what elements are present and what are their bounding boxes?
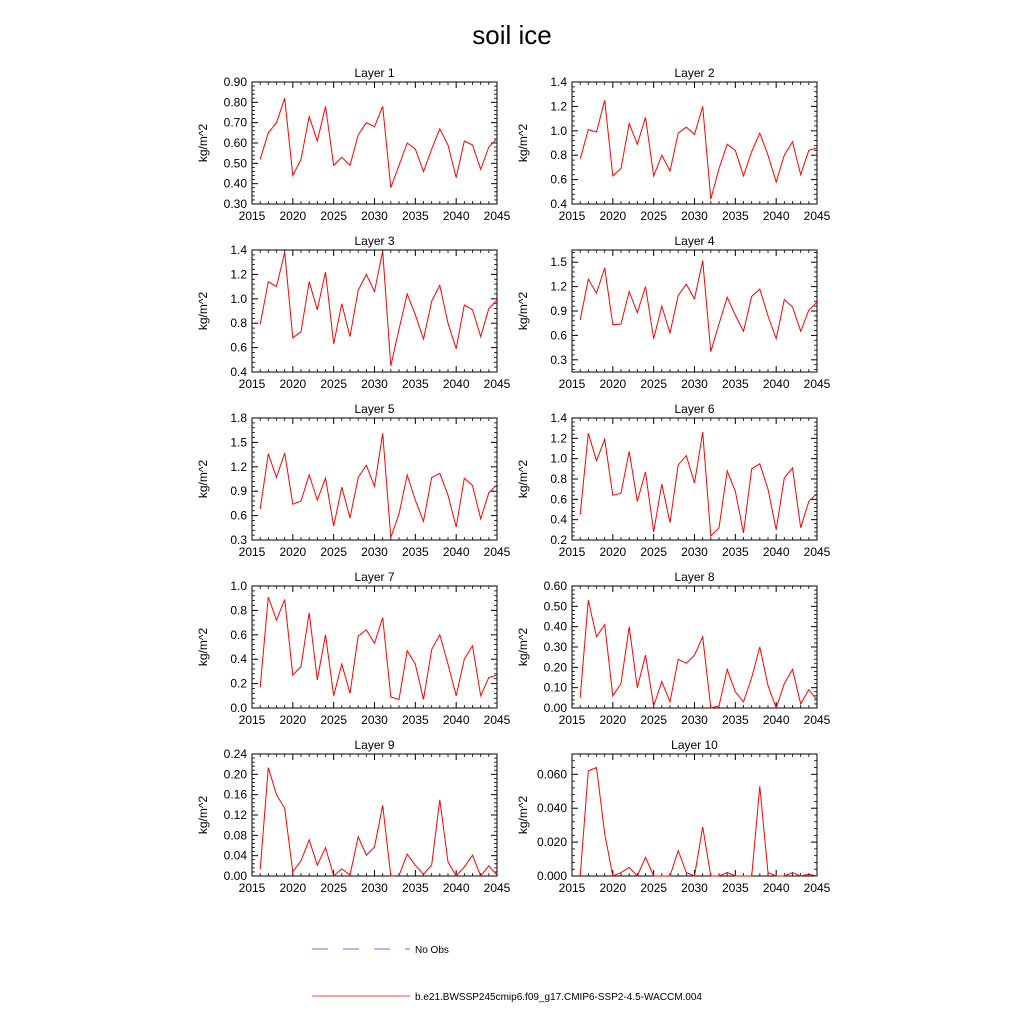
x-tick-label: 2015 (238, 377, 266, 391)
panel-title: Layer 2 (674, 66, 715, 80)
x-tick-label: 2030 (681, 545, 708, 559)
panel-title: Layer 6 (674, 402, 715, 416)
x-tick-label: 2040 (442, 713, 470, 727)
x-tick-label: 2020 (279, 713, 307, 727)
y-tick-label: 0.12 (223, 808, 247, 822)
legend (312, 945, 702, 1003)
panel-layer-7 (196, 570, 511, 727)
plot-frame (572, 82, 817, 204)
y-axis-label: kg/m^2 (196, 291, 210, 331)
series-line (580, 768, 817, 876)
y-tick-label: 1.2 (230, 459, 247, 474)
y-tick-label: 0.60 (223, 136, 247, 150)
x-tick-label: 2025 (320, 377, 348, 391)
x-tick-label: 2020 (279, 209, 307, 223)
y-tick-label: 1.5 (550, 255, 567, 270)
plot-frame (252, 250, 497, 372)
y-tick-label: 1.2 (550, 279, 567, 294)
y-tick-label: 0.20 (223, 767, 247, 782)
x-tick-label: 2040 (442, 881, 470, 895)
y-tick-label: 0.4 (550, 512, 567, 527)
x-tick-label: 2025 (320, 881, 348, 895)
y-tick-label: 0.6 (550, 492, 567, 507)
y-tick-label: 0.6 (230, 508, 247, 523)
series-line (260, 434, 497, 538)
y-tick-label: 0.4 (230, 652, 247, 667)
panel-layer-6 (516, 402, 831, 559)
y-tick-label: 0.24 (223, 747, 247, 761)
plot-frame (252, 82, 497, 204)
panel-layer-5 (196, 402, 511, 559)
x-tick-label: 2035 (721, 209, 749, 223)
x-tick-label: 2035 (721, 377, 749, 391)
y-tick-label: 0.020 (536, 835, 567, 850)
x-tick-label: 2025 (640, 209, 668, 223)
x-tick-label: 2035 (721, 881, 749, 895)
x-tick-label: 2045 (483, 881, 511, 895)
series-line (260, 768, 497, 876)
panel-title: Layer 10 (671, 738, 718, 752)
y-tick-label: 0.040 (536, 801, 567, 816)
x-tick-label: 2040 (762, 209, 790, 223)
series-line (580, 600, 817, 708)
x-tick-label: 2045 (803, 713, 831, 727)
y-tick-label: 1.2 (550, 431, 567, 446)
y-tick-label: 0.00 (223, 869, 247, 883)
y-tick-label: 1.0 (550, 451, 567, 466)
y-tick-label: 0.50 (223, 156, 247, 171)
y-axis-label: kg/m^2 (516, 627, 530, 667)
y-tick-label: 0.40 (223, 176, 247, 191)
x-tick-label: 2015 (238, 209, 266, 223)
x-tick-label: 2030 (681, 881, 708, 895)
y-tick-label: 1.0 (550, 123, 567, 138)
plot-frame (572, 418, 817, 540)
x-tick-label: 2045 (483, 713, 511, 727)
series-line (580, 261, 817, 352)
plot-frame (252, 586, 497, 708)
y-axis-label: kg/m^2 (516, 123, 530, 163)
panel-layer-10 (516, 738, 831, 895)
y-axis-label: kg/m^2 (196, 795, 210, 835)
y-tick-label: 0.30 (223, 197, 247, 211)
x-tick-label: 2035 (401, 881, 429, 895)
legend-label-model: b.e21.BWSSP245cmip6.f09_g17.CMIP6-SSP2-4.5-WACCM.004 (415, 992, 702, 1003)
panel-layer-9 (196, 738, 511, 895)
x-tick-label: 2035 (721, 545, 749, 559)
x-tick-label: 2025 (640, 545, 668, 559)
x-tick-label: 2015 (238, 881, 266, 895)
x-tick-label: 2040 (442, 209, 470, 223)
x-tick-label: 2045 (803, 377, 831, 391)
x-tick-label: 2025 (640, 881, 668, 895)
x-tick-label: 2020 (279, 545, 307, 559)
x-tick-label: 2040 (762, 377, 790, 391)
y-tick-label: 1.2 (550, 99, 567, 114)
y-tick-label: 1.0 (230, 291, 247, 306)
panels (196, 66, 831, 895)
y-tick-label: 0.4 (230, 365, 247, 379)
x-tick-label: 2045 (483, 377, 511, 391)
y-tick-label: 0.00 (543, 701, 567, 715)
panel-title: Layer 1 (354, 66, 395, 80)
series-line (580, 432, 817, 536)
x-tick-label: 2045 (483, 209, 511, 223)
panel-layer-3 (196, 234, 511, 391)
y-tick-label: 0.20 (543, 660, 567, 675)
panel-layer-2 (516, 66, 831, 223)
y-axis-label: kg/m^2 (516, 459, 530, 499)
x-tick-label: 2015 (558, 377, 586, 391)
y-tick-label: 0.8 (230, 603, 247, 618)
series-line (260, 251, 497, 366)
plot-frame (572, 250, 817, 372)
x-tick-label: 2030 (361, 209, 388, 223)
x-tick-label: 2020 (599, 209, 627, 223)
y-axis-label: kg/m^2 (516, 291, 530, 331)
x-tick-label: 2020 (599, 545, 627, 559)
panel-title: Layer 4 (674, 234, 715, 248)
x-tick-label: 2030 (361, 545, 388, 559)
y-axis-label: kg/m^2 (196, 627, 210, 667)
x-tick-label: 2045 (483, 545, 511, 559)
x-tick-label: 2030 (361, 377, 388, 391)
y-axis-label: kg/m^2 (516, 795, 530, 835)
x-tick-label: 2045 (803, 545, 831, 559)
x-tick-label: 2020 (279, 881, 307, 895)
y-tick-label: 0.80 (223, 95, 247, 110)
x-tick-label: 2045 (803, 209, 831, 223)
plot-frame (572, 586, 817, 708)
series-line (260, 597, 497, 700)
x-tick-label: 2025 (640, 713, 668, 727)
x-tick-label: 2035 (401, 545, 429, 559)
figure-title: soil ice (472, 20, 552, 50)
x-tick-label: 2015 (238, 713, 266, 727)
y-tick-label: 0.4 (550, 197, 567, 211)
y-tick-label: 0.3 (550, 352, 567, 367)
y-tick-label: 0.10 (543, 680, 567, 695)
y-tick-label: 0.3 (230, 533, 247, 547)
legend-label-no-obs: No Obs (415, 945, 449, 956)
x-tick-label: 2040 (442, 545, 470, 559)
y-tick-label: 0.50 (543, 599, 567, 614)
y-tick-label: 0.8 (230, 316, 247, 331)
y-tick-label: 0.9 (550, 304, 567, 318)
x-tick-label: 2030 (361, 713, 388, 727)
x-tick-label: 2030 (361, 881, 388, 895)
y-tick-label: 0.0 (230, 701, 247, 715)
x-tick-label: 2040 (762, 881, 790, 895)
x-tick-label: 2015 (558, 713, 586, 727)
x-tick-label: 2040 (762, 713, 790, 727)
y-tick-label: 0.04 (223, 848, 247, 863)
y-tick-label: 0.40 (543, 619, 567, 634)
x-tick-label: 2030 (681, 377, 708, 391)
series-line (260, 98, 497, 187)
x-tick-label: 2035 (401, 209, 429, 223)
y-tick-label: 1.4 (550, 75, 567, 89)
y-tick-label: 1.2 (230, 267, 247, 282)
x-tick-label: 2015 (558, 209, 586, 223)
y-tick-label: 0.08 (223, 828, 247, 843)
panel-layer-4 (516, 234, 831, 391)
x-tick-label: 2025 (320, 209, 348, 223)
x-tick-label: 2030 (681, 209, 708, 223)
y-tick-label: 0.060 (536, 767, 567, 782)
y-tick-label: 0.60 (543, 579, 567, 593)
x-tick-label: 2015 (558, 545, 586, 559)
y-axis-label: kg/m^2 (196, 459, 210, 499)
y-axis-label: kg/m^2 (196, 123, 210, 163)
y-tick-label: 0.6 (550, 172, 567, 187)
x-tick-label: 2015 (238, 545, 266, 559)
panel-title: Layer 8 (674, 570, 715, 584)
panel-title: Layer 3 (354, 234, 395, 248)
plot-frame (572, 754, 817, 876)
y-tick-label: 0.2 (550, 533, 567, 547)
x-tick-label: 2030 (681, 713, 708, 727)
x-tick-label: 2020 (599, 377, 627, 391)
y-tick-label: 0.9 (230, 484, 247, 499)
panel-title: Layer 9 (354, 738, 395, 752)
x-tick-label: 2025 (320, 545, 348, 559)
x-tick-label: 2035 (721, 713, 749, 727)
y-tick-label: 1.4 (550, 411, 567, 425)
y-tick-label: 1.5 (230, 435, 247, 450)
y-tick-label: 1.8 (230, 411, 247, 425)
panel-title: Layer 7 (354, 570, 395, 584)
x-tick-label: 2025 (640, 377, 668, 391)
y-tick-label: 1.4 (230, 243, 247, 257)
y-tick-label: 0.8 (550, 148, 567, 163)
y-tick-label: 0.6 (230, 627, 247, 642)
x-tick-label: 2035 (401, 377, 429, 391)
panel-title: Layer 5 (354, 402, 395, 416)
plot-frame (252, 754, 497, 876)
y-tick-label: 0.6 (230, 340, 247, 355)
y-tick-label: 0.2 (230, 676, 247, 691)
x-tick-label: 2040 (442, 377, 470, 391)
y-tick-label: 0.16 (223, 787, 247, 802)
x-tick-label: 2025 (320, 713, 348, 727)
x-tick-label: 2020 (599, 713, 627, 727)
y-tick-label: 0.000 (536, 869, 567, 883)
y-tick-label: 0.6 (550, 328, 567, 343)
x-tick-label: 2045 (803, 881, 831, 895)
series-line (580, 100, 817, 199)
x-tick-label: 2035 (401, 713, 429, 727)
x-tick-label: 2015 (558, 881, 586, 895)
x-tick-label: 2040 (762, 545, 790, 559)
panel-layer-1 (196, 66, 511, 223)
panel-layer-8 (516, 570, 831, 727)
x-tick-label: 2020 (599, 881, 627, 895)
y-tick-label: 0.8 (550, 472, 567, 486)
x-tick-label: 2020 (279, 377, 307, 391)
y-tick-label: 0.30 (543, 640, 567, 654)
y-tick-label: 1.0 (230, 579, 247, 593)
y-tick-label: 0.90 (223, 75, 247, 89)
y-tick-label: 0.70 (223, 115, 247, 130)
